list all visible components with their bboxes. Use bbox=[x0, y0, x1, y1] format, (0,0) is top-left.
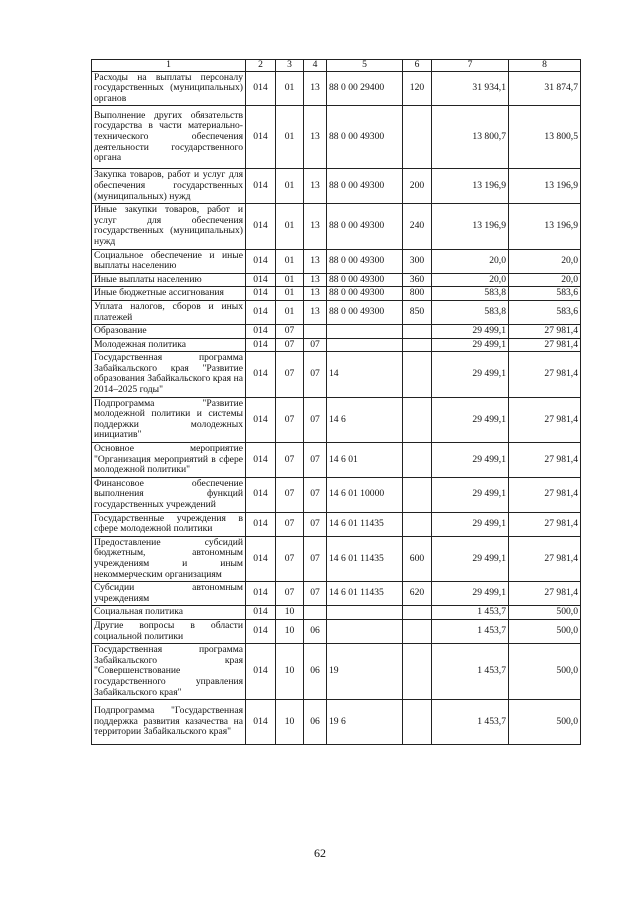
cell-section: 07 bbox=[276, 352, 304, 397]
cell-target: 14 6 01 11435 bbox=[327, 536, 403, 581]
cell-section: 07 bbox=[276, 512, 304, 536]
cell-section: 01 bbox=[276, 300, 304, 324]
cell-target: 14 6 01 11435 bbox=[327, 582, 403, 606]
cell-type bbox=[403, 443, 432, 478]
cell-name: Государственные учреждения в сфере молодежной политики bbox=[92, 512, 246, 536]
header-cell: 8 bbox=[509, 60, 581, 72]
cell-section: 01 bbox=[276, 249, 304, 273]
cell-name: Другие вопросы в области социальной политики bbox=[92, 619, 246, 643]
cell-code: 014 bbox=[246, 204, 276, 249]
cell-code: 014 bbox=[246, 619, 276, 643]
cell-v7: 29 499,1 bbox=[432, 338, 509, 352]
cell-type: 800 bbox=[403, 287, 432, 301]
table-row bbox=[92, 536, 581, 581]
cell-type bbox=[403, 338, 432, 352]
cell-section: 01 bbox=[276, 106, 304, 169]
cell-section: 10 bbox=[276, 606, 304, 620]
cell-v8: 27 981,4 bbox=[509, 477, 581, 512]
cell-v8: 500,0 bbox=[509, 606, 581, 620]
cell-type: 850 bbox=[403, 300, 432, 324]
cell-target: 14 6 01 11435 bbox=[327, 512, 403, 536]
cell-name: Иные бюджетные ассигнования bbox=[92, 287, 246, 301]
cell-subsection bbox=[304, 606, 327, 620]
cell-name: Основное мероприятие "Организация мероприятий в сфере молодежной политики" bbox=[92, 443, 246, 478]
cell-code: 014 bbox=[246, 287, 276, 301]
cell-v7: 29 499,1 bbox=[432, 325, 509, 339]
cell-type: 120 bbox=[403, 71, 432, 106]
cell-code: 014 bbox=[246, 169, 276, 204]
cell-type: 620 bbox=[403, 582, 432, 606]
cell-code: 014 bbox=[246, 582, 276, 606]
cell-v8: 13 196,9 bbox=[509, 204, 581, 249]
cell-target: 88 0 00 49300 bbox=[327, 273, 403, 287]
cell-name: Социальная политика bbox=[92, 606, 246, 620]
cell-v8: 500,0 bbox=[509, 700, 581, 745]
cell-section: 10 bbox=[276, 700, 304, 745]
cell-subsection: 07 bbox=[304, 477, 327, 512]
header-cell: 4 bbox=[304, 60, 327, 72]
cell-name: Молодежная политика bbox=[92, 338, 246, 352]
table-body bbox=[92, 71, 581, 745]
header-cell: 5 bbox=[327, 60, 403, 72]
table-row bbox=[92, 287, 581, 301]
table-row bbox=[92, 477, 581, 512]
cell-code: 014 bbox=[246, 106, 276, 169]
cell-code: 014 bbox=[246, 273, 276, 287]
cell-target bbox=[327, 325, 403, 339]
cell-subsection: 07 bbox=[304, 582, 327, 606]
cell-target: 19 6 bbox=[327, 700, 403, 745]
cell-code: 014 bbox=[246, 397, 276, 442]
cell-code: 014 bbox=[246, 512, 276, 536]
table-header bbox=[92, 60, 581, 72]
cell-v8: 13 800,5 bbox=[509, 106, 581, 169]
cell-type: 360 bbox=[403, 273, 432, 287]
table-row bbox=[92, 397, 581, 442]
cell-v8: 27 981,4 bbox=[509, 397, 581, 442]
cell-name: Финансовое обеспечение выполнения функций государственных учреждений bbox=[92, 477, 246, 512]
table-row bbox=[92, 700, 581, 745]
cell-subsection: 07 bbox=[304, 397, 327, 442]
cell-type bbox=[403, 477, 432, 512]
cell-code: 014 bbox=[246, 443, 276, 478]
cell-subsection: 13 bbox=[304, 71, 327, 106]
cell-target: 14 6 bbox=[327, 397, 403, 442]
header-cell: 2 bbox=[246, 60, 276, 72]
cell-target bbox=[327, 606, 403, 620]
cell-v7: 20,0 bbox=[432, 273, 509, 287]
header-cell: 6 bbox=[403, 60, 432, 72]
cell-subsection: 06 bbox=[304, 619, 327, 643]
table-row bbox=[92, 606, 581, 620]
cell-type: 200 bbox=[403, 169, 432, 204]
cell-v8: 20,0 bbox=[509, 273, 581, 287]
table-row bbox=[92, 204, 581, 249]
header-cell: 1 bbox=[92, 60, 246, 72]
cell-code: 014 bbox=[246, 536, 276, 581]
cell-name: Подпрограмма "Государственная поддержка развития казачества на территории Забайкальского края" bbox=[92, 700, 246, 745]
cell-name: Образование bbox=[92, 325, 246, 339]
cell-name: Выполнение других обязательств государства в части материально-технического обеспечения деятельности государственного органа bbox=[92, 106, 246, 169]
cell-v8: 27 981,4 bbox=[509, 512, 581, 536]
cell-section: 01 bbox=[276, 273, 304, 287]
cell-v7: 13 800,7 bbox=[432, 106, 509, 169]
table-row bbox=[92, 619, 581, 643]
cell-name: Закупка товаров, работ и услуг для обеспечения государственных (муниципальных) нужд bbox=[92, 169, 246, 204]
page-number: 62 bbox=[314, 846, 326, 860]
table-row bbox=[92, 644, 581, 700]
cell-section: 07 bbox=[276, 325, 304, 339]
cell-v7: 20,0 bbox=[432, 249, 509, 273]
cell-section: 01 bbox=[276, 204, 304, 249]
cell-subsection: 07 bbox=[304, 536, 327, 581]
cell-section: 07 bbox=[276, 536, 304, 581]
cell-type bbox=[403, 619, 432, 643]
cell-v7: 1 453,7 bbox=[432, 644, 509, 700]
cell-v8: 583,6 bbox=[509, 300, 581, 324]
cell-v7: 29 499,1 bbox=[432, 512, 509, 536]
cell-v7: 29 499,1 bbox=[432, 443, 509, 478]
cell-v8: 27 981,4 bbox=[509, 352, 581, 397]
cell-subsection: 13 bbox=[304, 169, 327, 204]
cell-section: 07 bbox=[276, 477, 304, 512]
cell-section: 01 bbox=[276, 169, 304, 204]
cell-type bbox=[403, 352, 432, 397]
cell-v7: 29 499,1 bbox=[432, 352, 509, 397]
table-row bbox=[92, 338, 581, 352]
cell-code: 014 bbox=[246, 477, 276, 512]
cell-section: 01 bbox=[276, 71, 304, 106]
cell-code: 014 bbox=[246, 606, 276, 620]
cell-type: 240 bbox=[403, 204, 432, 249]
cell-target: 88 0 00 49300 bbox=[327, 169, 403, 204]
cell-subsection: 13 bbox=[304, 300, 327, 324]
header-cell: 3 bbox=[276, 60, 304, 72]
budget-table bbox=[91, 59, 581, 745]
cell-section: 07 bbox=[276, 582, 304, 606]
cell-section: 01 bbox=[276, 287, 304, 301]
cell-target: 88 0 00 49300 bbox=[327, 300, 403, 324]
cell-target: 88 0 00 49300 bbox=[327, 106, 403, 169]
cell-v8: 27 981,4 bbox=[509, 325, 581, 339]
header-row bbox=[92, 60, 581, 72]
cell-type bbox=[403, 397, 432, 442]
cell-target: 14 6 01 bbox=[327, 443, 403, 478]
cell-v7: 1 453,7 bbox=[432, 619, 509, 643]
cell-subsection: 13 bbox=[304, 106, 327, 169]
cell-name: Субсидии автономным учреждениям bbox=[92, 582, 246, 606]
cell-type: 300 bbox=[403, 249, 432, 273]
table-row bbox=[92, 71, 581, 106]
cell-v7: 13 196,9 bbox=[432, 169, 509, 204]
cell-code: 014 bbox=[246, 352, 276, 397]
cell-name: Уплата налогов, сборов и иных платежей bbox=[92, 300, 246, 324]
table-row bbox=[92, 325, 581, 339]
cell-section: 07 bbox=[276, 397, 304, 442]
cell-v8: 20,0 bbox=[509, 249, 581, 273]
cell-v7: 29 499,1 bbox=[432, 536, 509, 581]
cell-name: Расходы на выплаты персоналу государственных (муниципальных) органов bbox=[92, 71, 246, 106]
header-cell: 7 bbox=[432, 60, 509, 72]
cell-code: 014 bbox=[246, 300, 276, 324]
cell-subsection: 13 bbox=[304, 287, 327, 301]
table-row bbox=[92, 249, 581, 273]
cell-type bbox=[403, 325, 432, 339]
table-row bbox=[92, 300, 581, 324]
cell-type bbox=[403, 512, 432, 536]
cell-v8: 31 874,7 bbox=[509, 71, 581, 106]
cell-section: 10 bbox=[276, 644, 304, 700]
cell-v8: 500,0 bbox=[509, 644, 581, 700]
cell-subsection bbox=[304, 325, 327, 339]
cell-subsection: 06 bbox=[304, 644, 327, 700]
cell-type bbox=[403, 644, 432, 700]
cell-target: 14 6 01 10000 bbox=[327, 477, 403, 512]
cell-name: Государственная программа Забайкальского края "Развитие образования Забайкальского края на 2014–2025 годы" bbox=[92, 352, 246, 397]
table-row bbox=[92, 582, 581, 606]
cell-v7: 1 453,7 bbox=[432, 700, 509, 745]
cell-type bbox=[403, 606, 432, 620]
cell-subsection: 07 bbox=[304, 352, 327, 397]
cell-target bbox=[327, 619, 403, 643]
cell-v7: 31 934,1 bbox=[432, 71, 509, 106]
cell-v8: 27 981,4 bbox=[509, 338, 581, 352]
cell-v8: 583,6 bbox=[509, 287, 581, 301]
cell-type bbox=[403, 106, 432, 169]
cell-section: 07 bbox=[276, 443, 304, 478]
table-row bbox=[92, 512, 581, 536]
cell-v7: 13 196,9 bbox=[432, 204, 509, 249]
cell-type: 600 bbox=[403, 536, 432, 581]
cell-v7: 29 499,1 bbox=[432, 397, 509, 442]
cell-v7: 583,8 bbox=[432, 300, 509, 324]
cell-subsection: 13 bbox=[304, 204, 327, 249]
cell-target: 19 bbox=[327, 644, 403, 700]
cell-v8: 27 981,4 bbox=[509, 443, 581, 478]
cell-target: 88 0 00 29400 bbox=[327, 71, 403, 106]
cell-code: 014 bbox=[246, 644, 276, 700]
cell-name: Социальное обеспечение и иные выплаты населению bbox=[92, 249, 246, 273]
table-row bbox=[92, 273, 581, 287]
cell-section: 10 bbox=[276, 619, 304, 643]
cell-v7: 29 499,1 bbox=[432, 582, 509, 606]
cell-target: 88 0 00 49300 bbox=[327, 287, 403, 301]
cell-code: 014 bbox=[246, 325, 276, 339]
cell-section: 07 bbox=[276, 338, 304, 352]
cell-name: Иные закупки товаров, работ и услуг для обеспечения государственных (муниципальных) нужд bbox=[92, 204, 246, 249]
cell-name: Предоставление субсидий бюджетным, автономным учреждениям и иным некоммерческим организациям bbox=[92, 536, 246, 581]
cell-v8: 500,0 bbox=[509, 619, 581, 643]
cell-subsection: 13 bbox=[304, 249, 327, 273]
cell-code: 014 bbox=[246, 71, 276, 106]
cell-subsection: 06 bbox=[304, 700, 327, 745]
cell-code: 014 bbox=[246, 700, 276, 745]
table-row bbox=[92, 169, 581, 204]
cell-code: 014 bbox=[246, 249, 276, 273]
cell-subsection: 07 bbox=[304, 338, 327, 352]
cell-target: 14 bbox=[327, 352, 403, 397]
cell-v7: 1 453,7 bbox=[432, 606, 509, 620]
table-row bbox=[92, 106, 581, 169]
cell-name: Государственная программа Забайкальского края "Совершенствование государственного управления Забайкальского края" bbox=[92, 644, 246, 700]
cell-v8: 13 196,9 bbox=[509, 169, 581, 204]
cell-v7: 29 499,1 bbox=[432, 477, 509, 512]
cell-target: 88 0 00 49300 bbox=[327, 249, 403, 273]
cell-type bbox=[403, 700, 432, 745]
table-row bbox=[92, 443, 581, 478]
table-row bbox=[92, 352, 581, 397]
cell-name: Подпрограмма "Развитие молодежной политики и системы поддержки молодежных инициатив" bbox=[92, 397, 246, 442]
cell-subsection: 07 bbox=[304, 443, 327, 478]
cell-v8: 27 981,4 bbox=[509, 536, 581, 581]
cell-name: Иные выплаты населению bbox=[92, 273, 246, 287]
cell-v7: 583,8 bbox=[432, 287, 509, 301]
cell-code: 014 bbox=[246, 338, 276, 352]
cell-subsection: 07 bbox=[304, 512, 327, 536]
cell-subsection: 13 bbox=[304, 273, 327, 287]
cell-target: 88 0 00 49300 bbox=[327, 204, 403, 249]
cell-v8: 27 981,4 bbox=[509, 582, 581, 606]
cell-target bbox=[327, 338, 403, 352]
